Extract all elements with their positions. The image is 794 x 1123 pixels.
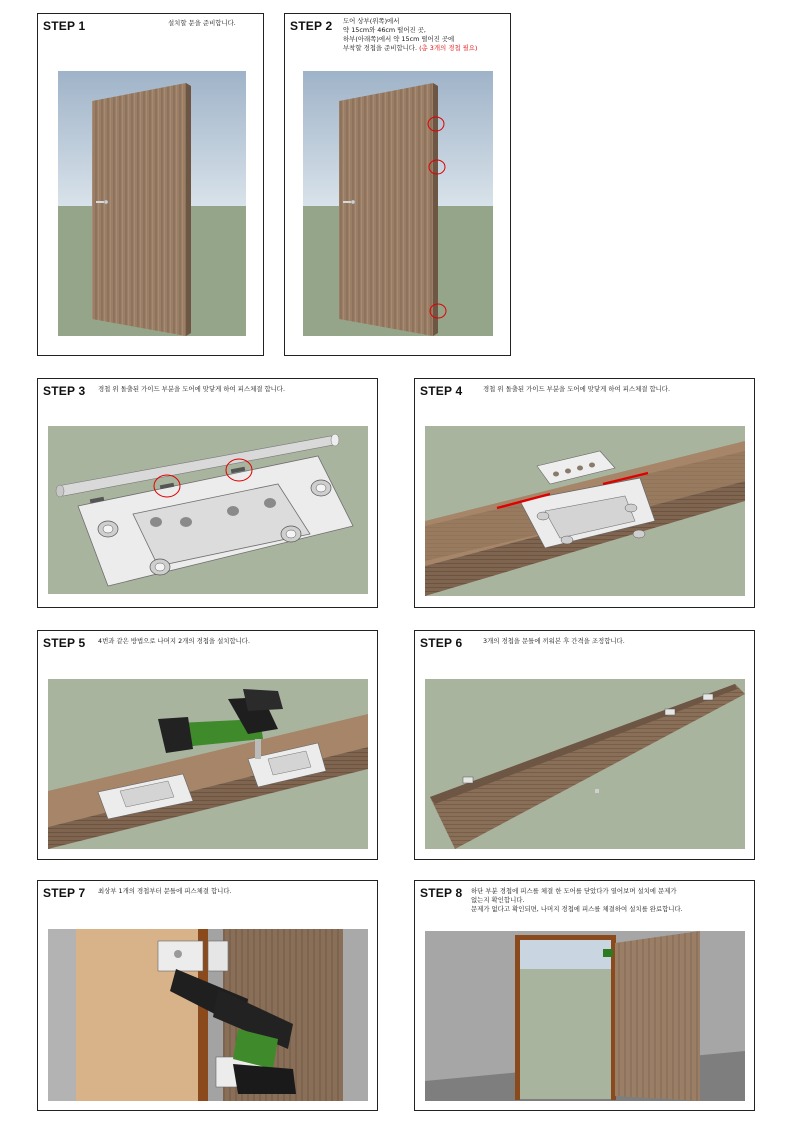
step-7-frame-drill-illustration [48, 929, 368, 1101]
step-5-panel [37, 630, 378, 860]
step-2-line-1: 도어 상부(위쪽)에서 [343, 17, 400, 25]
step-2-line-4-text: 부착할 경첩을 준비합니다. [343, 44, 418, 52]
step-3-text: 경첩 위 돌출된 가이드 부분을 도어에 맞닿게 하여 피스체결 합니다. [98, 385, 285, 393]
step-4-label: STEP 4 [420, 384, 463, 398]
step-1-text: 설치할 문을 준비합니다. [168, 19, 236, 27]
step-2-line-3: 하부(아래쪽)에서 약 15cm 떨어진 곳에 [343, 35, 455, 43]
step-2-label: STEP 2 [290, 19, 333, 33]
step-7-panel [37, 880, 378, 1111]
step-7-text: 최상부 1개의 경첩부터 문틀에 피스체결 합니다. [98, 887, 232, 895]
step-8-line-2: 없는지 확인합니다. [471, 896, 525, 904]
step-2-line-4 [343, 44, 477, 53]
step-6-label: STEP 6 [420, 636, 463, 650]
step-7-label: STEP 7 [43, 886, 86, 900]
step-4-text: 경첩 위 돌출된 가이드 부분을 도어에 맞닿게 하여 피스체결 합니다. [483, 385, 670, 393]
step-1-label: STEP 1 [43, 19, 86, 33]
step-1-panel [37, 13, 264, 356]
step-8-installed-door-illustration [425, 931, 745, 1101]
step-3-hinge-illustration [48, 426, 368, 594]
step-6-panel [414, 630, 755, 860]
step-3-label: STEP 3 [43, 384, 86, 398]
step-1-door-illustration [58, 71, 246, 336]
step-6-door-flat-illustration [425, 679, 745, 849]
step-4-panel [414, 378, 755, 608]
step-2-hinge-count-note: (총 3개의 경첩 필요) [419, 44, 478, 52]
step-5-drill-illustration [48, 679, 368, 849]
step-3-panel [37, 378, 378, 608]
step-6-text: 3개의 경첩을 문틀에 끼워본 후 간격을 조정합니다. [483, 637, 625, 645]
step-5-label: STEP 5 [43, 636, 86, 650]
step-2-line-2: 약 15cm와 46cm 떨어진 곳, [343, 26, 426, 34]
step-5-text: 4번과 같은 방법으로 나머지 2개의 경첩을 설치합니다. [98, 637, 250, 645]
step-8-label: STEP 8 [420, 886, 463, 900]
step-8-panel [414, 880, 755, 1111]
step-4-hinge-on-door-illustration [425, 426, 745, 596]
step-2-panel [284, 13, 511, 356]
step-8-line-1: 하단 부분 경첩에 피스를 체결 한 도어를 닫았다가 열어보며 설치에 문제가 [471, 887, 677, 895]
step-8-line-3: 문제가 없다고 확인되면, 나머지 경첩에 피스를 체결하여 설치를 완료합니다. [471, 905, 683, 913]
step-2-door-illustration [303, 71, 493, 336]
